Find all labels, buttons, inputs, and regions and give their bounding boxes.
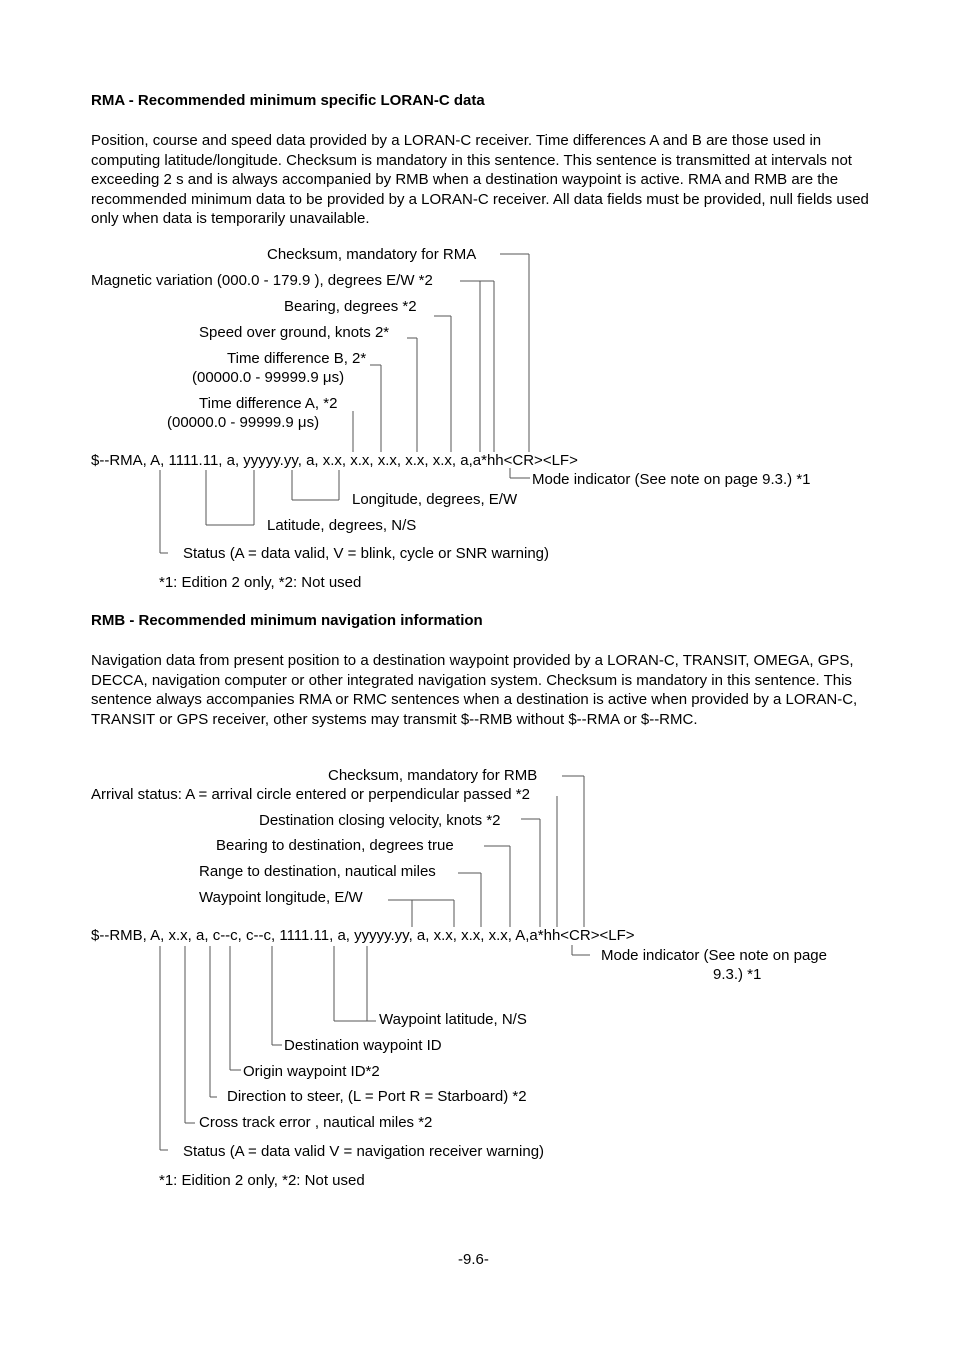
rma-label-status: Status (A = data valid, V = blink, cycle or SNR warning) <box>183 545 549 562</box>
rmb-sentence: $--RMB, A, x.x, a, c--c, c--c, 1111.11, a, yyyyy.yy, a, x.x, x.x, x.x, A,a*hh<CR><LF> <box>91 927 635 944</box>
rmb-label-checksum: Checksum, mandatory for RMB <box>328 767 538 784</box>
rmb-heading: RMB - Recommended minimum navigation information <box>91 612 483 629</box>
rma-label-mode: Mode indicator (See note on page 9.3.) *1 <box>532 471 811 488</box>
rmb-footnote: *1: Eidition 2 only, *2: Not used <box>159 1172 365 1189</box>
rmb-label-status: Status (A = data valid V = navigation receiver warning) <box>183 1143 545 1160</box>
page-number: -9.6- <box>458 1251 489 1268</box>
rmb-label-waypoint-longitude: Waypoint longitude, E/W <box>199 889 363 906</box>
rma-label-td-b-range: (00000.0 - 99999.9 μs) <box>192 369 345 386</box>
rma-label-td-a: Time difference A, *2 <box>199 395 338 412</box>
rmb-label-mode-line1: Mode indicator (See note on page <box>601 947 827 964</box>
rmb-label-origin-id: Origin waypoint ID*2 <box>243 1063 380 1080</box>
rma-label-longitude: Longitude, degrees, E/W <box>352 491 518 508</box>
rma-sentence: $--RMA, A, 1111.11, a, yyyyy.yy, a, x.x, x.x, x.x, x.x, x.x, a,a*hh<CR><LF> <box>91 452 578 469</box>
rmb-label-range: Range to destination, nautical miles <box>199 863 436 880</box>
rma-label-speed: Speed over ground, knots 2* <box>199 324 390 341</box>
rmb-label-destination-id: Destination waypoint ID <box>284 1037 442 1054</box>
rmb-label-direction-to-steer: Direction to steer, (L = Port R = Starboard) *2 <box>227 1088 527 1105</box>
rma-description: Position, course and speed data provided by a LORAN-C receiver. Time differences A and B are those used in computing latitude/longitude. Checksum is mandatory in this sentence. This sentence is transmitted at intervals not exceeding 2 s and is always accompanied by RMB when a destination waypoint is active. RMA and RMB are the recommended minimum data to be provided by a LORAN-C receiver. All data fields must be provided, null fields used only when data is temporarily unavailable. <box>91 132 869 227</box>
rmb-label-waypoint-latitude: Waypoint latitude, N/S <box>379 1011 527 1028</box>
rmb-label-mode-line2: 9.3.) *1 <box>713 966 762 983</box>
rma-footnote: *1: Edition 2 only, *2: Not used <box>159 574 362 591</box>
rma-label-td-a-range: (00000.0 - 99999.9 μs) <box>167 414 320 431</box>
rmb-description: Navigation data from present position to a destination waypoint provided by a LORAN-C, TRANSIT, OMEGA, GPS, DECCA, navigation computer or other integrated navigation system. Checksum is mandatory in this sentence. This sentence always accompanies RMA or RMC sentences when a destination is active when provided by a LORAN-C, TRANSIT or GPS receiver, other systems may transmit $--RMB without $--RMA or $--RMC. <box>91 652 858 728</box>
rma-heading: RMA - Recommended minimum specific LORAN-C data <box>91 92 485 109</box>
rma-label-latitude: Latitude, degrees, N/S <box>267 517 417 534</box>
rmb-label-closing-velocity: Destination closing velocity, knots *2 <box>259 812 501 829</box>
rmb-label-cross-track-error: Cross track error , nautical miles *2 <box>199 1114 433 1131</box>
rma-label-bearing: Bearing, degrees *2 <box>284 298 417 315</box>
rma-label-td-b: Time difference B, 2* <box>227 350 367 367</box>
rmb-label-bearing: Bearing to destination, degrees true <box>216 837 454 854</box>
rmb-label-arrival: Arrival status: A = arrival circle entered or perpendicular passed *2 <box>91 786 530 803</box>
rma-label-checksum: Checksum, mandatory for RMA <box>267 246 477 263</box>
rma-label-magnetic-variation: Magnetic variation (000.0 - 179.9 ), degrees E/W *2 <box>91 272 433 289</box>
